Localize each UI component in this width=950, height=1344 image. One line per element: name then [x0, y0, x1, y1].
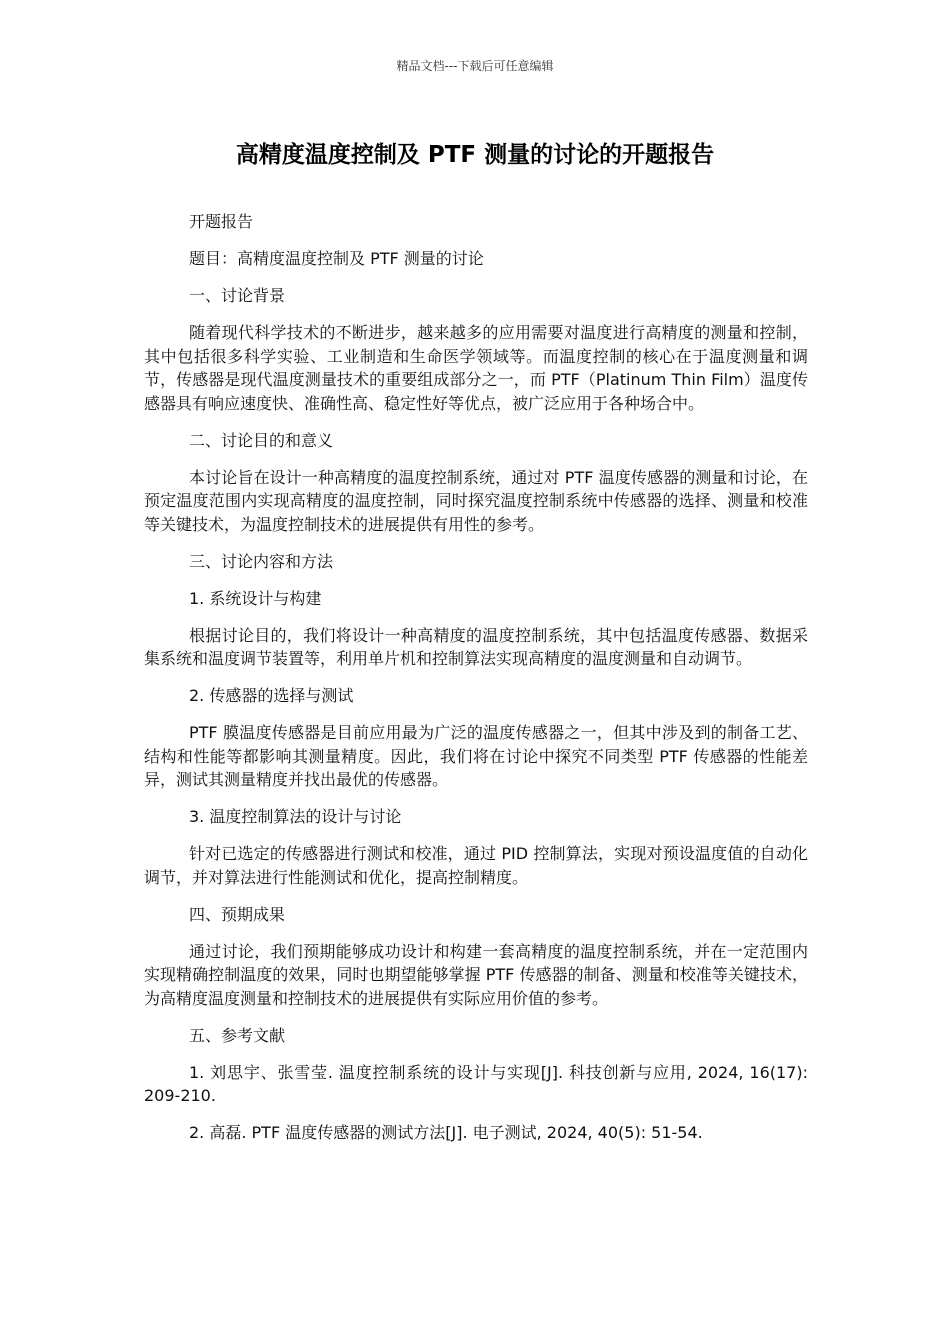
paragraph-system-design: 根据讨论目的，我们将设计一种高精度的温度控制系统，其中包括温度传感器、数据采集系统和温度调节装置等，利用单片机和控制算法实现高精度的温度测量和自动调节。 [144, 625, 808, 668]
section-heading-content-method: 三、讨论内容和方法 [189, 551, 334, 571]
topic-line: 题目：高精度温度控制及 PTF 测量的讨论 [189, 249, 484, 268]
paragraph-sensor-selection: PTF 膜温度传感器是目前应用最为广泛的温度传感器之一，但其中涉及到的制备工艺、结构和性能等都影响其测量精度。因此，我们将在讨论中探究不同类型 PTF 传感器的性能差异，测试其测量精度并找出最优的传感器。 [144, 723, 808, 789]
reference-item: 2. 高磊. PTF 温度传感器的测试方法[J]. 电子测试, 2024, 40(5): 51-54. [189, 1123, 703, 1142]
paragraph-expected-results: 通过讨论，我们预期能够成功设计和构建一套高精度的温度控制系统，并在一定范围内实现精确控制温度的效果，同时也期望能够掌握 PTF 传感器的制备、测量和校准等关键技术，为高精度温度测量和控制技术的进展提供有实际应用价值的参考。 [144, 941, 808, 1008]
document-body [144, 210, 808, 1158]
section-heading-background: 一、讨论背景 [189, 286, 286, 305]
paragraph-purpose: 本讨论旨在设计一种高精度的温度控制系统，通过对 PTF 温度传感器的测量和讨论，在预定温度范围内实现高精度的温度控制，同时探究温度控制系统中传感器的选择、测量和校准等关键技术，为温度控制技术的进展提供有用性的参考。 [144, 467, 808, 534]
label-kaiti-baogao: 开题报告 [189, 212, 254, 231]
subheading-control-algorithm: 3. 温度控制算法的设计与讨论 [189, 807, 402, 826]
subheading-system-design: 1. 系统设计与构建 [189, 588, 322, 608]
header-note: 精品文档---下载后可任意编辑 [396, 59, 554, 73]
paragraph-control-algorithm: 针对已选定的传感器进行测试和校准，通过 PID 控制算法，实现对预设温度值的自动化调节，并对算法进行性能测试和优化，提高控制精度。 [144, 844, 808, 887]
document-title: 高精度温度控制及 PTF 测量的讨论的开题报告 [235, 142, 715, 168]
reference-item: 1. 刘思宇、张雪莹. 温度控制系统的设计与实现[J]. 科技创新与应用, 2024, 16(17): 209-210. [144, 1062, 808, 1105]
subheading-sensor-selection: 2. 传感器的选择与测试 [189, 686, 354, 705]
section-heading-expected-results: 四、预期成果 [189, 904, 286, 924]
paragraph-background: 随着现代科学技术的不断进步，越来越多的应用需要对温度进行高精度的测量和控制，其中包括很多科学实验、工业制造和生命医学领域等。而温度控制的核心在于温度测量和调节，传感器是现代温度测量技术的重要组成部分之一，而 PTF（Platinum Thin Film）温度传感器具有响应速度快、准确性高、稳定性好等优点，被广泛应用于各种场合中。 [144, 323, 808, 413]
section-heading-purpose: 二、讨论目的和意义 [189, 430, 334, 450]
section-heading-references: 五、参考文献 [189, 1025, 286, 1045]
